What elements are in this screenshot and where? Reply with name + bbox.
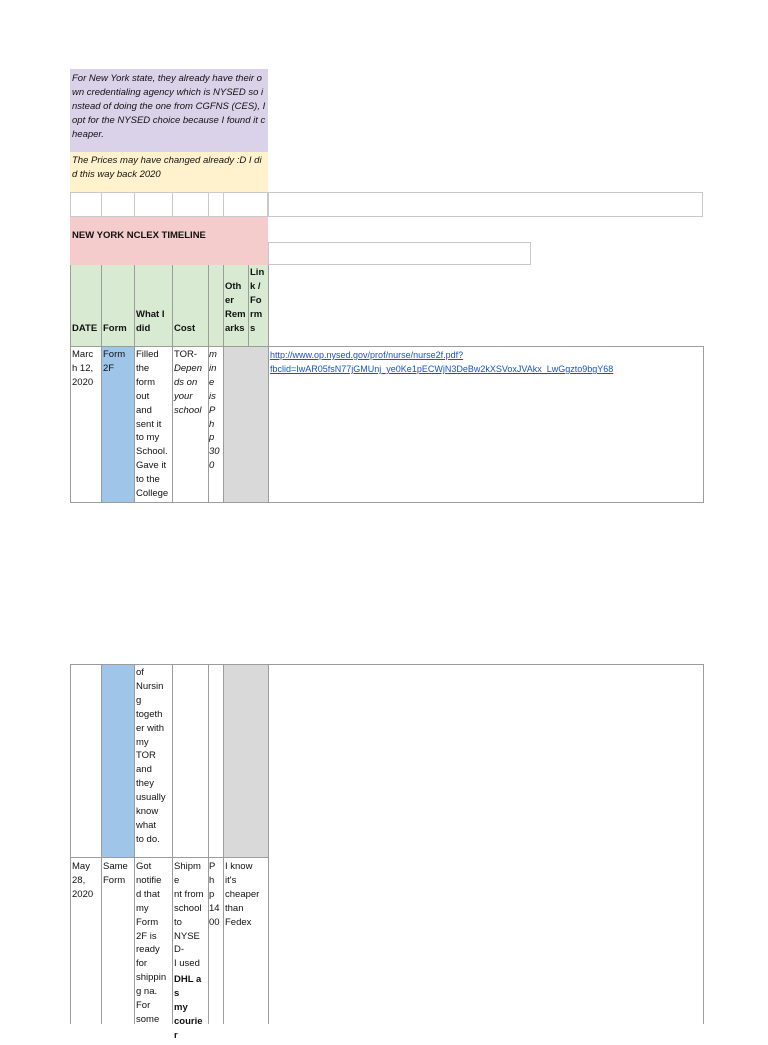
row2-price: P h p 14 00 bbox=[209, 861, 220, 928]
header-link-forms: Lin k / Fo rm s bbox=[250, 267, 265, 334]
empty-row-divider bbox=[223, 192, 224, 217]
row1-what: Filled the form out and sent it to my School. Gave it to the College bbox=[136, 349, 169, 500]
grid-line bbox=[703, 664, 704, 1024]
grid-line bbox=[223, 664, 224, 1024]
row2-cost-text: Shipme nt from school to NYSED- I used bbox=[174, 861, 204, 970]
grey-column-fill bbox=[223, 346, 268, 503]
grid-line bbox=[134, 265, 135, 503]
grid-line bbox=[70, 502, 703, 503]
grid-line bbox=[70, 265, 71, 503]
row2-date: May 28, 2020 bbox=[72, 861, 94, 900]
row1-form: Form 2F bbox=[103, 349, 126, 374]
grid-line bbox=[70, 664, 71, 1024]
row2-cost bbox=[172, 858, 208, 1041]
grid-line bbox=[70, 857, 268, 858]
grid-line bbox=[70, 346, 703, 347]
prices-note: The Prices may have changed already :D I did this way back 2020 bbox=[70, 152, 268, 192]
grid-line bbox=[172, 265, 173, 503]
grid-line bbox=[223, 265, 224, 503]
timeline-title: NEW YORK NCLEX TIMELINE bbox=[70, 217, 268, 265]
row1-cost: TOR- Depen ds on your school bbox=[174, 349, 202, 416]
grid-line bbox=[101, 664, 102, 1024]
grid-line bbox=[248, 265, 249, 346]
header-form: Form bbox=[103, 323, 127, 334]
form-column-fill bbox=[101, 664, 134, 857]
grid-line bbox=[208, 265, 209, 503]
empty-row-divider bbox=[208, 192, 209, 217]
row1-price-note: m in e is P h p 30 0 bbox=[209, 349, 220, 472]
empty-row-divider bbox=[172, 192, 173, 217]
header-what-i-did: What I did bbox=[136, 309, 165, 334]
row2-remarks: I know it's cheaper than Fedex bbox=[225, 861, 260, 928]
grid-line bbox=[172, 664, 173, 1024]
empty-row-divider bbox=[101, 192, 102, 217]
grid-line bbox=[268, 664, 269, 1024]
grid-line bbox=[268, 265, 269, 503]
grid-line bbox=[70, 664, 704, 665]
form-2f-link[interactable]: http://www.op.nysed.gov/prof/nurse/nurse2f.pdf? bbox=[270, 350, 464, 360]
row2-cost-courier: DHL as my courier bbox=[174, 974, 203, 1041]
grid-line bbox=[208, 664, 209, 1024]
grid-line bbox=[101, 265, 102, 503]
header-cost: Cost bbox=[174, 323, 196, 334]
row1-what-continued: of Nursin g togeth er with my TOR and they usually know what to do. bbox=[136, 667, 166, 845]
empty-wide-cell bbox=[268, 192, 703, 217]
row2-what: Got notifie d that my Form 2F is ready for shippin g na. For some bbox=[136, 861, 167, 1024]
row2-form: Same Form bbox=[103, 861, 128, 886]
header-other-remarks: Oth er Rem arks bbox=[225, 281, 246, 334]
empty-row bbox=[70, 192, 268, 217]
grey-column-fill bbox=[223, 664, 268, 857]
row1-link-cell bbox=[268, 346, 703, 503]
grid-line bbox=[134, 664, 135, 1024]
form-2f-link[interactable]: fbclid=IwAR05fsN77jGMUnj_ye0Ke1pECWjN3DeBw2kXSVoxJVAkx_LwGgzto9bgY68 bbox=[270, 364, 614, 374]
credentialing-note: For New York state, they already have their own credentialing agency which is NYSED so instead of doing the one from CGFNS (CES), I opt for the NYSED choice because I found it cheaper. bbox=[70, 69, 268, 152]
header-date: DATE bbox=[72, 323, 98, 334]
empty-row-divider bbox=[134, 192, 135, 217]
grid-line bbox=[703, 346, 704, 503]
row1-date: Marc h 12, 2020 bbox=[72, 349, 94, 388]
empty-wide-cell bbox=[268, 242, 531, 265]
